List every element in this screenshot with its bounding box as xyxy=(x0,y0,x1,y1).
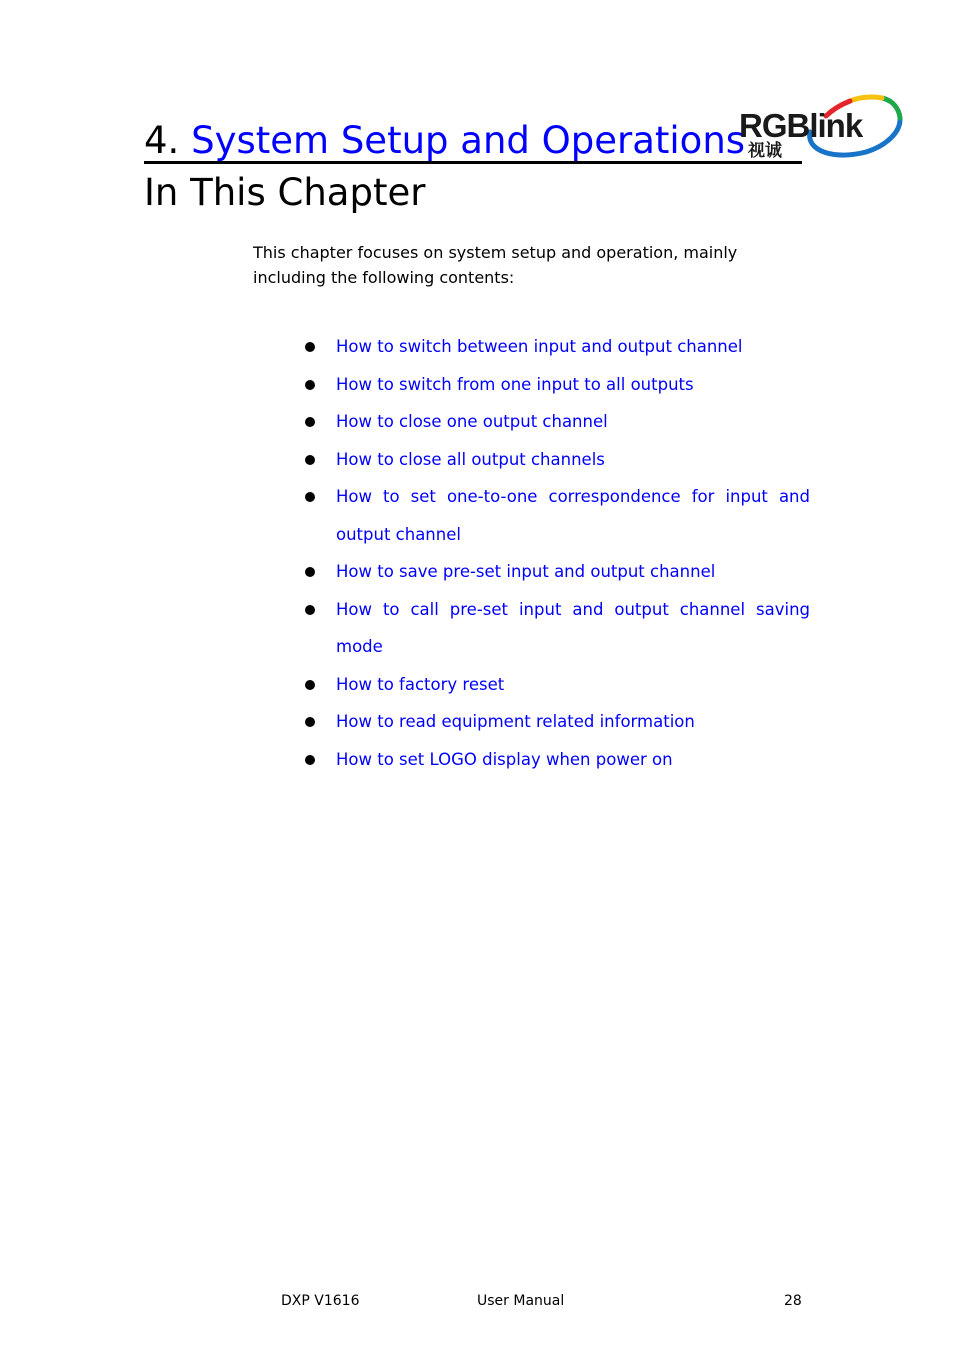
toc-item[interactable] xyxy=(302,328,810,366)
chapter-heading xyxy=(144,118,802,164)
toc-item[interactable] xyxy=(302,553,810,591)
bullet-icon xyxy=(305,342,315,352)
bullet-icon xyxy=(305,755,315,765)
logo-ring-yellow xyxy=(850,97,882,101)
toc-link[interactable]: How to set LOGO display when power on xyxy=(336,749,673,769)
logo-ring-green xyxy=(882,98,900,118)
bullet-icon xyxy=(305,455,315,465)
toc-link[interactable]: How to close one output channel xyxy=(336,412,608,431)
footer-document-type: User Manual xyxy=(477,1293,565,1309)
toc-item[interactable] xyxy=(302,441,810,479)
rgblink-logo xyxy=(736,94,904,160)
bullet-icon xyxy=(305,680,315,690)
bullet-icon xyxy=(305,492,315,502)
toc-link[interactable]: How to switch from one input to all outputs xyxy=(336,374,694,394)
toc-item[interactable] xyxy=(302,741,810,779)
toc-link[interactable]: How to set one-to-one correspondence for input and output channel xyxy=(336,487,810,544)
intro-paragraph xyxy=(253,240,813,290)
toc-link[interactable]: How to call pre-set input and output channel saving mode xyxy=(336,599,810,656)
toc-link[interactable]: How to factory reset xyxy=(336,674,505,694)
toc-item[interactable] xyxy=(302,478,810,553)
bullet-icon xyxy=(305,605,315,615)
section-title: In This Chapter xyxy=(144,171,426,214)
bullet-icon xyxy=(305,380,315,390)
toc-item[interactable] xyxy=(302,666,810,704)
toc-item[interactable] xyxy=(302,591,810,666)
toc-link[interactable]: How to close all output channels xyxy=(336,449,605,469)
toc-item[interactable] xyxy=(302,403,810,441)
toc-link[interactable]: How to switch between input and output channel xyxy=(336,337,743,356)
toc-link[interactable]: How to save pre-set input and output channel xyxy=(336,562,716,581)
bullet-icon xyxy=(305,567,315,577)
bullet-icon xyxy=(305,717,315,727)
chapter-contents-list xyxy=(302,328,810,778)
intro-line-1: This chapter focuses on system setup and operation, mainly xyxy=(253,243,738,262)
logo-brand-text: RGBlink xyxy=(739,107,863,144)
footer-product-name: DXP V1616 xyxy=(281,1293,360,1309)
toc-item[interactable] xyxy=(302,366,810,404)
intro-line-2: including the following contents: xyxy=(253,268,515,287)
bullet-icon xyxy=(305,417,315,427)
footer-page-number: 28 xyxy=(784,1293,802,1309)
chapter-number: 4. xyxy=(144,119,180,162)
toc-item[interactable] xyxy=(302,703,810,741)
toc-link[interactable]: How to read equipment related information xyxy=(336,712,695,731)
chapter-title-link[interactable]: System Setup and Operations xyxy=(191,119,746,162)
logo-chinese-text: 视诚 xyxy=(748,141,782,160)
